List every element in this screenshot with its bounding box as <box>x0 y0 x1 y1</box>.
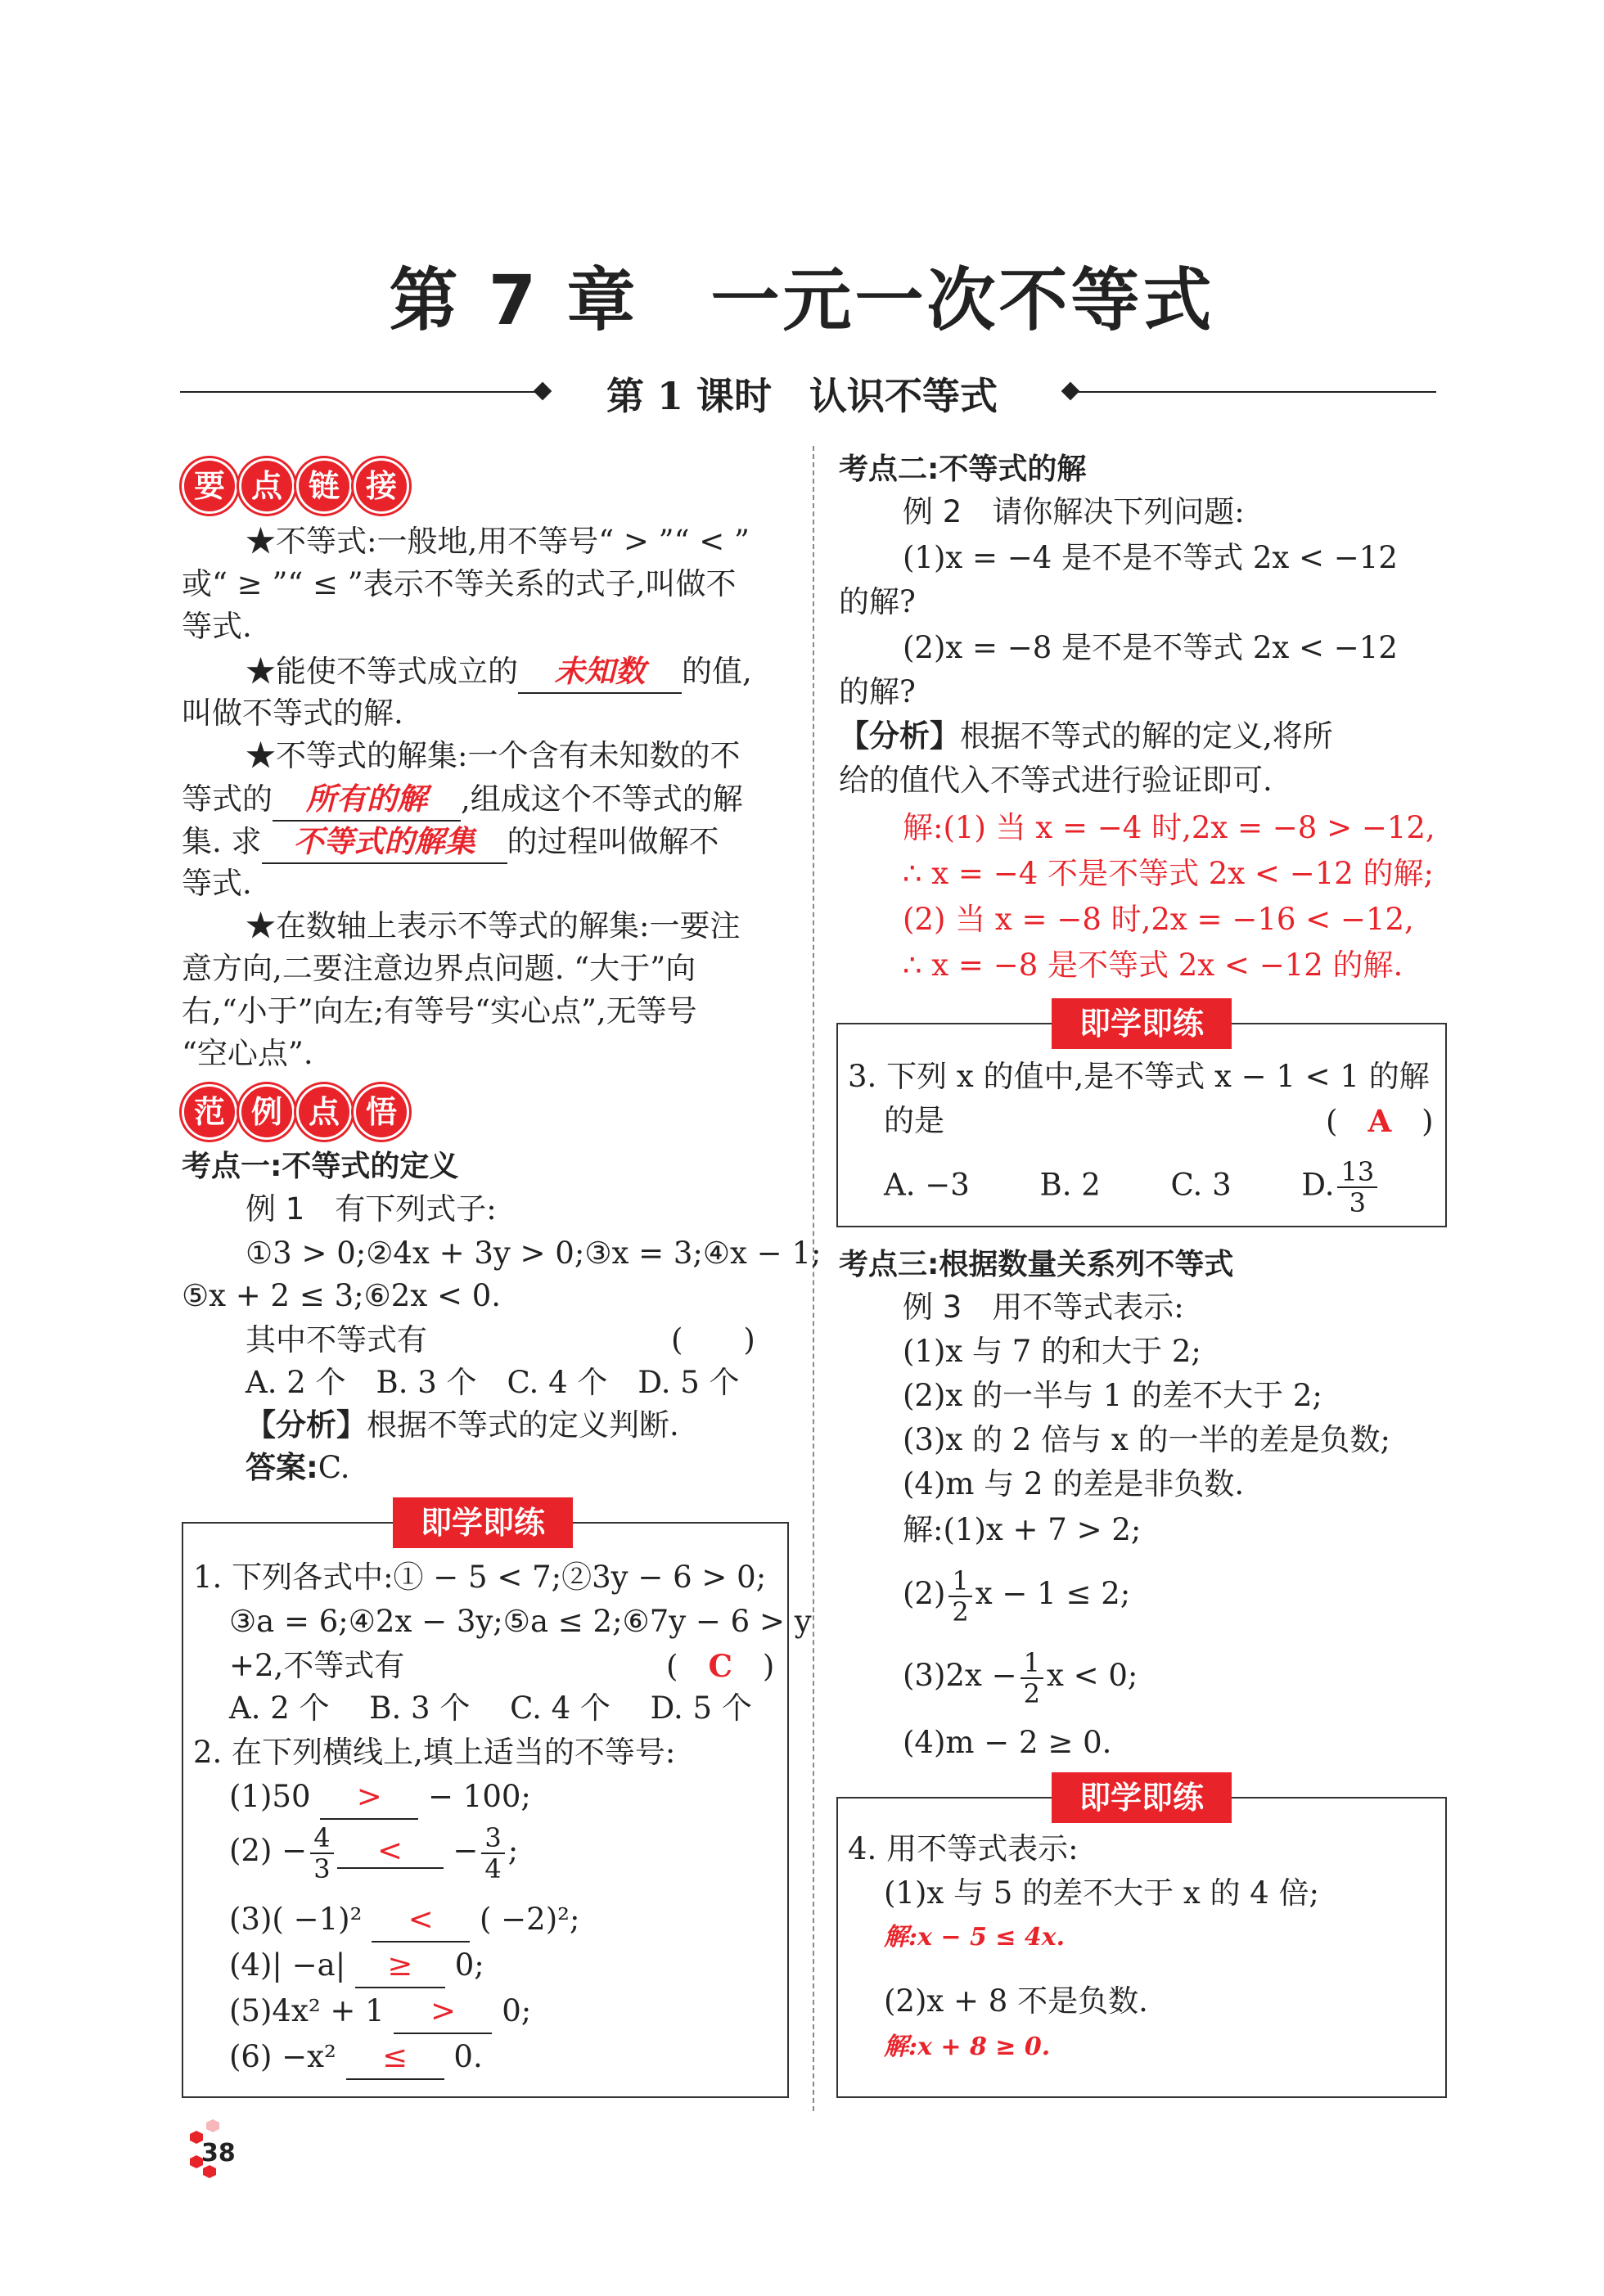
answer-blank: ≤ <box>346 2036 444 2080</box>
answer-parens: ( ) <box>671 1322 755 1357</box>
answer-blank: 未知数 <box>518 650 682 694</box>
problem-1-line: ③a = 6;④2x − 3y;⑤a ≤ 2;⑥7y − 6 > y <box>229 1604 812 1639</box>
key-point-line: ★不等式的解集:一个含有未知数的不 <box>246 738 741 773</box>
example-3-answer: (4)m − 2 ≥ 0. <box>903 1725 1112 1760</box>
problem-2: 2. 在下列横线上,填上适当的不等号: <box>193 1735 676 1770</box>
example-1-analysis: 【分析】根据不等式的定义判断. <box>246 1407 679 1443</box>
key-point-line: “空心点”. <box>182 1036 313 1071</box>
problem-2-item: (4)| −a| ≥ 0; <box>229 1944 484 1988</box>
practice-tag: 即学即练 <box>1052 998 1232 1049</box>
column-divider <box>813 446 814 2111</box>
lesson-rule-right <box>1076 391 1436 393</box>
answer-blank: 所有的解 <box>273 777 461 822</box>
problem-1-options: A. 2 个 B. 3 个 C. 4 个 D. 5 个 <box>229 1690 752 1726</box>
problem-2-item: (2) − $\frac{4}{3}$ < − $\frac{3}{4}$ ; <box>229 1821 519 1884</box>
example-2: 例 2 请你解决下列问题: <box>903 494 1245 529</box>
example-2-solution: (2) 当 x = −8 时,2x = −16 < −12, <box>903 902 1414 937</box>
example-3-line: (4)m 与 2 的差是非负数. <box>903 1466 1245 1501</box>
section-heading: 考点二:不等式的解 <box>839 452 1087 486</box>
lesson-title: 第 1 课时 认识不等式 <box>606 374 998 418</box>
example-2-solution: 解:(1) 当 x = −4 时,2x = −8 > −12, <box>903 810 1435 845</box>
problem-1-line: +2,不等式有 <box>229 1648 405 1683</box>
practice-tag: 即学即练 <box>393 1497 573 1548</box>
example-1: 例 1 有下列式子: <box>246 1191 497 1227</box>
example-1-question: 其中不等式有 <box>246 1322 427 1357</box>
example-2-line: (1)x = −4 是不是不等式 2x < −12 <box>903 540 1398 575</box>
answer-parens: ( A ) <box>1326 1103 1434 1139</box>
problem-3: 3. 下列 x 的值中,是不等式 x − 1 < 1 的解 <box>848 1059 1430 1094</box>
answer-blank: < <box>337 1835 444 1869</box>
example-1-options: A. 2 个 B. 3 个 C. 4 个 D. 5 个 <box>246 1365 740 1400</box>
example-2-analysis: 给的值代入不等式进行验证即可. <box>839 763 1273 798</box>
key-point-line: 右,“小于”向左;有等号“实心点”,无等号 <box>182 993 697 1029</box>
example-2-line: (2)x = −8 是不是不等式 2x < −12 <box>903 630 1398 665</box>
example-2-solution: ∴ x = −4 不是不等式 2x < −12 的解; <box>903 856 1434 891</box>
key-point-line: 意方向,二要注意边界点问题. “大于”向 <box>182 951 696 986</box>
key-point-line: ★不等式:一般地,用不等号“ > ”“ < ” <box>246 524 750 559</box>
diamond-icon <box>534 382 552 401</box>
answer-parens: ( C ) <box>666 1648 775 1684</box>
problem-4-line: (2)x + 8 不是负数. <box>884 1983 1148 2019</box>
example-2-solution: ∴ x = −8 是不等式 2x < −12 的解. <box>903 948 1404 983</box>
example-3-answer: (2) $\frac{1}{2}$ x − 1 ≤ 2; <box>903 1564 1131 1627</box>
key-point-line: ★在数轴上表示不等式的解集:一要注 <box>246 908 741 943</box>
problem-2-item: (1)50 > − 100; <box>229 1776 531 1820</box>
example-3-line: (3)x 的 2 倍与 x 的一半的差是负数; <box>903 1422 1390 1457</box>
key-point-line: 等式. <box>182 866 252 901</box>
answer-blank: 不等式的解集 <box>262 820 507 864</box>
key-point-line: ★能使不等式成立的 未知数 的值, <box>246 650 752 694</box>
example-1-line: ①3 > 0;②4x + 3y > 0;③x = 3;④x − 1; <box>246 1236 822 1271</box>
problem-2-item: (3)( −1)² < ( −2)²; <box>229 1898 579 1943</box>
key-point-line: 叫做不等式的解. <box>182 696 403 731</box>
key-point-line: 集. 求 不等式的解集 的过程叫做解不 <box>182 820 719 864</box>
key-point-line: 等式. <box>182 609 252 644</box>
key-point-line: 等式的 所有的解 ,组成这个不等式的解 <box>182 777 743 822</box>
key-point-line: 或“ ≥ ”“ ≤ ”表示不等关系的式子,叫做不 <box>182 566 737 601</box>
answer-blank: > <box>320 1776 418 1820</box>
problem-4-answer: 解:x + 8 ≥ 0. <box>884 2033 1051 2061</box>
section-heading: 考点三:根据数量关系列不等式 <box>839 1248 1234 1281</box>
example-3-answer: 解:(1)x + 7 > 2; <box>903 1512 1142 1547</box>
problem-2-item: (6) −x² ≤ 0. <box>229 2036 483 2080</box>
example-1-answer: 答案:C. <box>246 1450 350 1485</box>
examples-badge: 范 例 点 悟 <box>182 1084 411 1140</box>
problem-3-line: 的是 <box>884 1103 944 1138</box>
problem-4-line: (1)x 与 5 的差不大于 x 的 4 倍; <box>884 1875 1320 1911</box>
example-2-line: 的解? <box>839 584 916 619</box>
example-2-line: 的解? <box>839 674 916 709</box>
problem-2-item: (5)4x² + 1 > 0; <box>229 1990 531 2034</box>
example-3-line: (2)x 的一半与 1 的差不大于 2; <box>903 1378 1322 1413</box>
problem-4: 4. 用不等式表示: <box>848 1831 1079 1866</box>
practice-tag: 即学即练 <box>1052 1772 1232 1823</box>
page-number: 38 <box>201 2139 236 2168</box>
problem-4-answer: 解:x − 5 ≤ 4x. <box>884 1923 1066 1952</box>
answer-blank: ≥ <box>355 1944 445 1988</box>
key-points-badge: 要 点 链 接 <box>182 458 411 514</box>
lesson-rule-left <box>180 391 540 393</box>
problem-1: 1. 下列各式中:① − 5 < 7;②3y − 6 > 0; <box>193 1560 767 1595</box>
example-2-analysis: 【分析】根据不等式的解的定义,将所 <box>839 718 1333 754</box>
example-1-line: ⑤x + 2 ≤ 3;⑥2x < 0. <box>182 1278 502 1313</box>
example-3-answer: (3)2x − $\frac{1}{2}$ x < 0; <box>903 1646 1138 1709</box>
section-heading: 考点一:不等式的定义 <box>182 1150 459 1183</box>
problem-3-options: A. −3 B. 2 C. 3 D. $\frac{13}{3}$ <box>884 1157 1381 1218</box>
chapter-title: 第 7 章 一元一次不等式 <box>389 260 1215 340</box>
example-3-line: (1)x 与 7 的和大于 2; <box>903 1334 1201 1369</box>
example-3: 例 3 用不等式表示: <box>903 1290 1184 1325</box>
answer-blank: > <box>394 1990 492 2034</box>
answer-blank: < <box>372 1898 470 1943</box>
